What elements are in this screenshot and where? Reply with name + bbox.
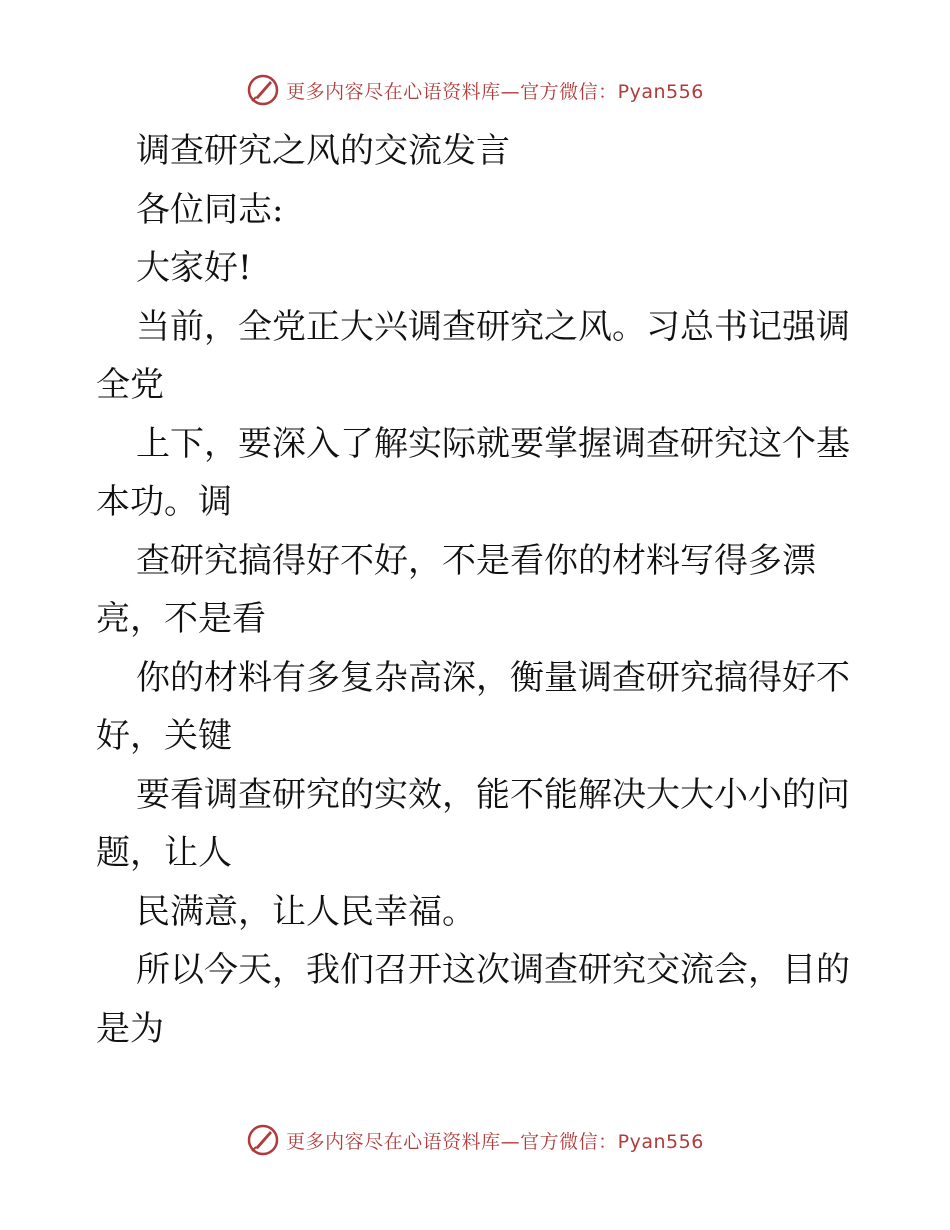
header-banner (0, 70, 950, 110)
paragraph-line: 要看调查研究的实效，能不能解决大大小小的问 (136, 774, 850, 815)
paragraph-line: 本功。调 (96, 482, 232, 522)
footer-banner (0, 1120, 950, 1160)
paragraph-line: 你的材料有多复杂高深，衡量调查研究搞得好不 (136, 657, 850, 698)
header-banner-text: 更多内容尽在心语资料库—官方微信：Pyan556 (286, 80, 704, 103)
paragraph-line: 是为 (96, 1008, 164, 1049)
footer-banner-text: 更多内容尽在心语资料库—官方微信：Pyan556 (286, 1130, 704, 1153)
paragraph-line: 所以今天，我们召开这次调查研究交流会，目的 (136, 950, 850, 990)
document-body (96, 122, 856, 1058)
paragraph-line: 当前，全党正大兴调查研究之风。习总书记强调 (136, 306, 850, 347)
document-title: 调查研究之风的交流发言 (136, 131, 510, 171)
paragraph-line: 全党 (96, 365, 164, 405)
paragraph-line: 上下，要深入了解实际就要掌握调查研究这个基 (136, 423, 850, 464)
salutation: 各位同志: (136, 189, 284, 230)
paragraph-line: 查研究搞得好不好，不是看你的材料写得多漂 (136, 540, 816, 581)
paragraph-line: 亮，不是看 (96, 599, 266, 639)
paragraph-line: 好，关键 (96, 716, 232, 756)
paragraph-line: 民满意，让人民幸福。 (136, 891, 476, 932)
paragraph-line: 题，让人 (96, 833, 232, 873)
quill-logo-icon (246, 73, 280, 107)
greeting: 大家好! (136, 248, 252, 288)
quill-logo-icon (246, 1123, 280, 1157)
